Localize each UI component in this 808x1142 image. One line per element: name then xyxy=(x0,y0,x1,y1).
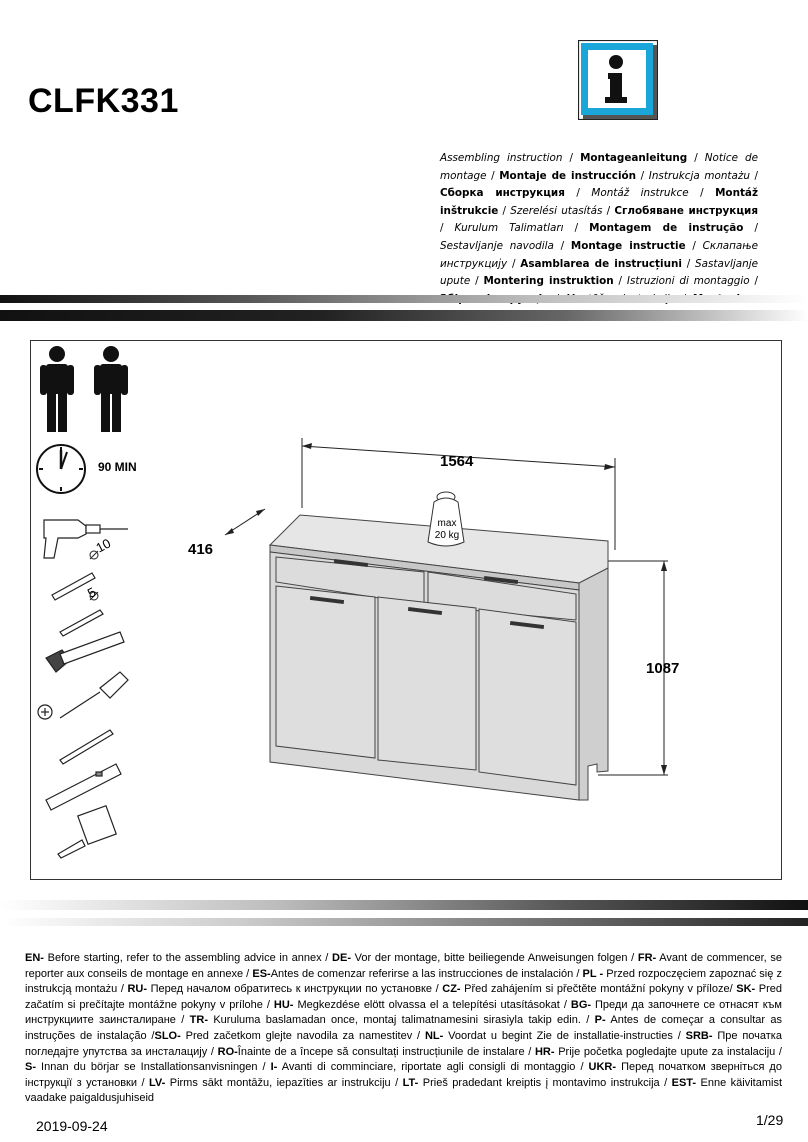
notice-text: Pred začetkom glejte navodila za namestitev / xyxy=(180,1029,425,1042)
language-title: Montage instructie xyxy=(570,239,686,252)
language-title: Instrukcja montażu xyxy=(648,169,750,182)
divider-gradient-bottom xyxy=(0,900,808,910)
language-code: P- xyxy=(594,1014,606,1027)
language-title: Montáž inštrukcie xyxy=(440,187,758,217)
language-code: EST- xyxy=(671,1076,697,1089)
document-date: 2019-09-24 xyxy=(36,1118,108,1134)
language-code: LT- xyxy=(402,1076,419,1089)
notice-text: Перед началом обратитесь к инструкции по установке / xyxy=(147,983,443,996)
notice-text: Prije početka pogledajte upute za instalaciju / xyxy=(554,1045,782,1058)
language-title: Montáž instrukce xyxy=(591,187,689,200)
languages-list: Assembling instruction / Montageanleitung / Notice de montage / Montaje de instrucción / Instrukcja montażu / Сборка инструкция / Montáž instrukce / Montáž inštrukcie / Szerelési utasítás / Сглобяване инструкция / Kurulum Talimatları / Montagem de instrução / Sestavljanje navodila / Montage instructie / Склапање инструкцију / Asamblarea de instrucțiuni / Sastavljanje upute / Montering instruktion / Istruzioni di montaggio / xyxy=(440,150,758,326)
notice-text: Kuruluma baslamadan once, montaj talimatnamesini sirasiyla takip edin. / xyxy=(208,1014,595,1027)
language-title: Notice de montage xyxy=(440,152,758,182)
language-title: Склапање инструкцију xyxy=(440,239,759,270)
notice-text: Antes de comenzar referirse a las instrucciones de instalación / xyxy=(270,967,583,980)
language-title: Szerelési utasítás xyxy=(510,204,603,217)
language-title: Montering instruktion xyxy=(483,275,614,288)
notice-text: Pred začatím si prečítajte montážne pokyny v prílohe / xyxy=(25,983,783,1011)
language-code: I- xyxy=(270,1061,278,1074)
notice-text: Перед початком зверніться до інструкції з установки / xyxy=(25,1061,782,1089)
language-title: Sastavljanje upute xyxy=(440,257,759,288)
notice-text: Vor der montage, bitte beiliegende Anweisungen folgen / xyxy=(351,952,638,964)
language-code: SK- xyxy=(736,983,756,996)
notice-text: Пре початка погледајте упутства за инсталацију / xyxy=(25,1029,782,1058)
language-code: CZ- xyxy=(442,983,461,996)
dimension-height: 1087 xyxy=(646,660,680,677)
language-code: BG- xyxy=(570,998,592,1011)
weight-max-label: max xyxy=(437,518,457,529)
language-code: UKR- xyxy=(588,1061,617,1074)
notice-text: Prieš pradedant kreiptis į montavimo instrukcija / xyxy=(418,1076,672,1089)
notice-text: Antes de começar a consultar as instruções de instalação / xyxy=(25,1014,782,1042)
notice-text: Voordat u begint Zie de installatie-instructies / xyxy=(443,1029,686,1042)
language-title: Сборка инструкция xyxy=(440,187,565,200)
language-title: Kurulum Talimatları xyxy=(454,222,564,235)
language-code: SLO- xyxy=(154,1029,181,1042)
notice-text: Innan du börjar se Installationsanvisningen / xyxy=(36,1061,271,1074)
notice-text: Преди да започнете се отнасят към инструкциите заинсталиране / xyxy=(25,998,782,1027)
language-title: Montageanleitung xyxy=(580,152,688,164)
notice-text: Înainte de a începe să consultați instrucțiunile de instalare / xyxy=(237,1045,535,1058)
language-code: S- xyxy=(25,1061,36,1074)
notice-text: Pirms sākt montāžu, iepazīties ar instrukciju / xyxy=(165,1076,403,1089)
language-code: SRB- xyxy=(685,1029,713,1042)
language-title: Sestavljanje navodila xyxy=(440,239,554,252)
language-code: TR- xyxy=(189,1014,208,1027)
language-code: DE- xyxy=(332,952,351,964)
page-title: CLFK331 xyxy=(28,82,179,120)
language-code: ES- xyxy=(252,967,271,980)
notice-text: Enne käivitamist vaadake paigaldusjuhiseid xyxy=(25,1076,782,1105)
language-code: HU- xyxy=(273,998,294,1011)
language-code: FR- xyxy=(637,952,657,964)
page-number: 1/29 xyxy=(756,1112,784,1128)
language-code: LV- xyxy=(148,1076,166,1089)
notice-text: Megkezdése elött olvassa el a telepítési utasításokat / xyxy=(293,998,571,1011)
language-code: EN- xyxy=(25,952,44,964)
notice-text: Przed rozpoczęciem zapoznać się z instrukcją montażu / xyxy=(25,967,782,996)
notice-text: Před zahájením si přečtěte montážní pokyny v příloze/ xyxy=(460,983,737,996)
language-code: NL- xyxy=(424,1029,444,1042)
assembly-notice xyxy=(25,951,782,1107)
language-title: Assembling instruction xyxy=(440,152,563,164)
dimension-depth: 416 xyxy=(188,541,214,558)
language-title: Montagem de instrução xyxy=(589,222,744,235)
language-code: RU- xyxy=(127,983,148,996)
language-title: Сглобяване инструкция xyxy=(614,204,759,217)
language-code: HR- xyxy=(534,1045,555,1058)
weight-kg-label: 20 kg xyxy=(434,530,460,541)
divider-gradient-bottom-2 xyxy=(0,918,808,926)
notice-text: Avant de commencer, se reporter aux conseils de montage en annexe / xyxy=(25,952,783,980)
notice-text: Avanti di comminciare, riportate agli consigli di montaggio / xyxy=(277,1061,589,1074)
dimension-width: 1564 xyxy=(440,453,474,470)
language-code: PL - xyxy=(582,967,604,980)
drill-size-5: 5 xyxy=(84,584,99,601)
language-code: RO- xyxy=(217,1045,238,1058)
assembly-time: 90 MIN xyxy=(98,460,137,474)
language-title: Istruzioni di montaggio xyxy=(626,275,750,288)
language-title: Asamblarea de instrucțiuni xyxy=(520,257,682,270)
drill-size-10: 10 xyxy=(93,535,114,556)
language-title: Montaje de instrucción xyxy=(499,169,637,182)
notice-text: Before starting, refer to the assembling advice in annex / xyxy=(43,952,333,964)
